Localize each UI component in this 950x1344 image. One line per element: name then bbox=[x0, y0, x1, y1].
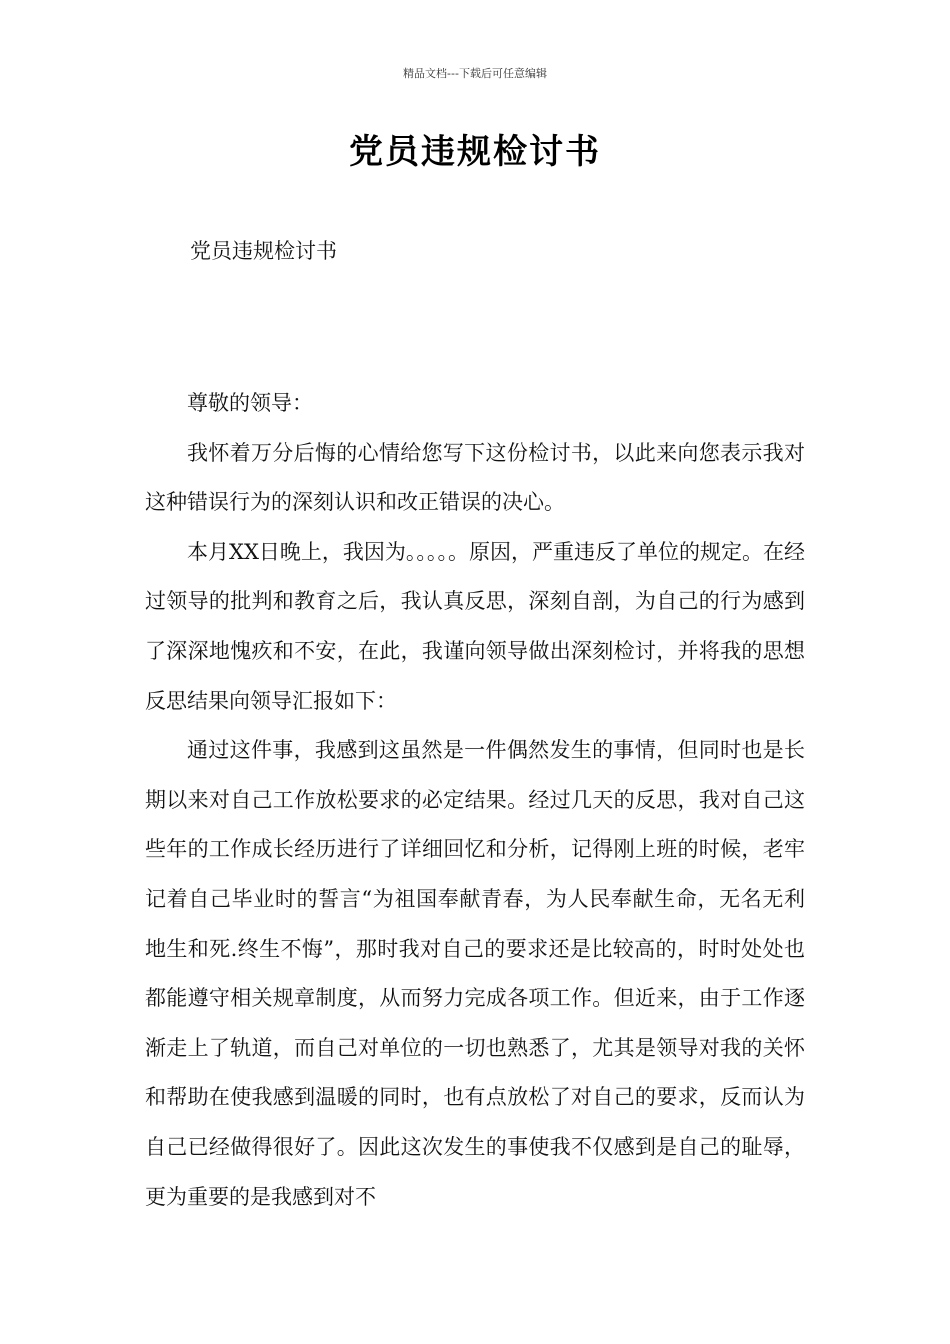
paragraph-intro: 我怀着万分后悔的心情给您写下这份检讨书，以此来向您表示我对这种错误行为的深刻认识和改正错误的决心。 bbox=[145, 440, 805, 515]
document-subheading: 党员违规检讨书 bbox=[190, 239, 337, 263]
paragraph-reflection: 通过这件事，我感到这虽然是一件偶然发生的事情，但同时也是长期以来对自己工作放松要求的必定结果。经过几天的反思，我对自己这些年的工作成长经历进行了详细回忆和分析，记得刚上班的时候，老牢记着自己毕业时的誓言“为祖国奉献青春，为人民奉献生命，无名无利地生和死.终生不悔”，那时我对自己的要求还是比较高的，时时处处也都能遵守相关规章制度，从而努力完成各项工作。但近来，由于工作逐渐走上了轨道，而自己对单位的一切也熟悉了，尤其是领导对我的关怀和帮助在使我感到温暖的同时，也有点放松了对自己的要求，反而认为自己已经做得很好了。因此这次发生的事使我不仅感到是自己的耻辱，更为重要的是我感到对不 bbox=[145, 738, 805, 1209]
document-title: 党员违规检讨书 bbox=[349, 132, 601, 172]
header-note: 精品文档---下载后可任意编辑 bbox=[403, 67, 547, 80]
salutation: 尊敬的领导： bbox=[187, 391, 313, 415]
document-body bbox=[145, 379, 805, 1222]
paragraph-incident: 本月XX日晚上，我因为。。。。。原因，严重违反了单位的规定。在经过领导的批判和教育之后，我认真反思，深刻自剖，为自己的行为感到了深深地愧疚和不安，在此，我谨向领导做出深刻检讨，并将我的思想反思结果向领导汇报如下： bbox=[145, 539, 805, 713]
